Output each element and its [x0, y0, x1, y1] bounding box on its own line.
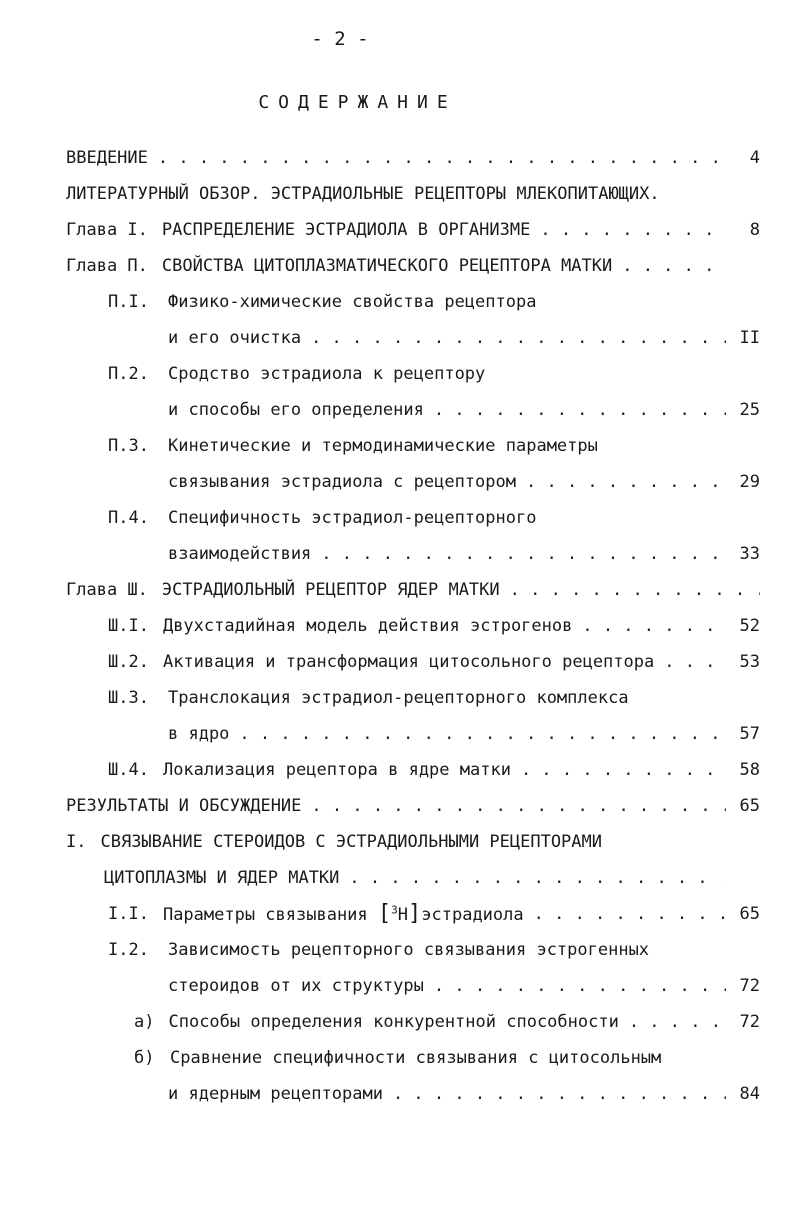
entry-text: СВЯЗЫВАНИЕ СТЕРОИДОВ С ЭСТРАДИОЛЬНЫМИ РЕЦЕПТОРАМИ	[100, 832, 602, 852]
toc-entry	[108, 500, 760, 536]
toc-entry	[108, 896, 760, 932]
entry-text: взаимодействия	[168, 544, 312, 564]
entry-text: ЭСТРАДИОЛЬНЫЙ РЕЦЕПТОР ЯДЕР МАТКИ	[161, 580, 500, 600]
toc-title: СОДЕРЖАНИЕ	[258, 92, 457, 113]
dot-leader	[629, 1012, 726, 1032]
dot-leader	[311, 796, 726, 816]
dot-leader	[321, 544, 726, 564]
entry-number: I.I.	[108, 904, 149, 924]
toc-entry	[108, 752, 760, 788]
bracket-close: ]	[408, 901, 422, 926]
toc-entry	[134, 1040, 760, 1076]
entry-text: Активация и трансформация цитосольного рецептора	[162, 652, 655, 672]
entry-page: 58	[739, 760, 760, 780]
dot-leader	[434, 976, 726, 996]
dot-leader	[311, 328, 726, 348]
isotope-symbol: Н	[397, 905, 409, 925]
toc-entry	[66, 248, 716, 284]
entry-page: 72	[739, 976, 760, 996]
entry-page: 25	[739, 400, 760, 420]
toc-entry	[108, 680, 760, 716]
entry-page: II	[739, 328, 760, 348]
toc-entry	[108, 284, 760, 320]
toc-entry	[108, 356, 760, 392]
entry-number: а)	[134, 1012, 155, 1032]
dot-leader	[434, 400, 726, 420]
toc-entry	[104, 860, 722, 896]
toc-entry	[168, 320, 760, 356]
dot-leader	[526, 472, 726, 492]
dot-leader	[349, 868, 722, 888]
toc-entry	[108, 932, 760, 968]
entry-page: 84	[739, 1084, 760, 1104]
toc-entry	[168, 716, 760, 752]
dot-leader	[158, 148, 726, 168]
entry-text: Локализация рецептора в ядре матки	[162, 760, 511, 780]
toc-entry	[66, 572, 760, 608]
entry-text: Транслокация эстрадиол-рецепторного комплекса	[168, 688, 629, 708]
bracket-open: [	[377, 901, 392, 926]
entry-number: Глава П.	[66, 256, 148, 276]
toc-entry	[168, 1076, 760, 1112]
toc-entry	[168, 392, 760, 428]
toc-entry	[108, 608, 760, 644]
toc-entry	[108, 644, 760, 680]
entry-text: Сродство эстрадиола к рецептору	[168, 364, 486, 384]
entry-text: Способы определения конкурентной способности	[168, 1012, 619, 1032]
entry-text: Двухстадийная модель действия эстрогенов	[162, 616, 573, 636]
entry-text: ЛИТЕРАТУРНЫЙ ОБЗОР. ЭСТРАДИОЛЬНЫЕ РЕЦЕПТОРЫ МЛЕКОПИТАЮЩИХ.	[66, 184, 660, 204]
entry-page: 52	[739, 616, 760, 636]
entry-page: 65	[739, 904, 760, 924]
toc-entry	[66, 176, 760, 212]
entry-page: 53	[739, 652, 760, 672]
toc-entry	[66, 788, 760, 824]
entry-number: Глава I.	[66, 220, 148, 240]
entry-page: 57	[739, 724, 760, 744]
toc-entry	[134, 1004, 760, 1040]
entry-text-pre: Параметры связывания	[162, 905, 378, 925]
entry-text: СВОЙСТВА ЦИТОПЛАЗМАТИЧЕСКОГО РЕЦЕПТОРА МАТКИ	[161, 256, 613, 276]
entry-text: и ядерным рецепторами	[168, 1084, 383, 1104]
entry-number: б)	[134, 1048, 155, 1068]
entry-text: Физико-химические свойства рецептора	[168, 292, 537, 312]
entry-text	[163, 903, 524, 925]
toc-entry	[168, 536, 760, 572]
entry-text: ВВЕДЕНИЕ	[66, 148, 148, 168]
entry-number: П.I.	[108, 292, 149, 312]
entry-number: П.4.	[108, 508, 149, 528]
entry-number: П.3.	[108, 436, 149, 456]
entry-number: Ш.3.	[108, 688, 149, 708]
isotope-mass: 3	[391, 903, 398, 917]
entry-text-post: эстрадиола	[421, 905, 524, 925]
dot-leader	[239, 724, 726, 744]
entry-text: и его очистка	[168, 328, 302, 348]
toc-entry	[108, 428, 760, 464]
entry-page: 8	[749, 220, 760, 240]
toc-entry	[66, 140, 760, 176]
dot-leader	[540, 220, 726, 240]
entry-number: Глава Ш.	[66, 580, 148, 600]
entry-page: 33	[739, 544, 760, 564]
entry-text: Зависимость рецепторного связывания эстрогенных	[168, 940, 650, 960]
entry-number: Ш.4.	[108, 760, 149, 780]
entry-text: Специфичность эстрадиол-рецепторного	[168, 508, 537, 528]
toc-entry	[66, 824, 760, 860]
dot-leader	[664, 652, 726, 672]
toc-entry	[168, 968, 760, 1004]
entry-number: I.	[66, 832, 87, 852]
dot-leader	[393, 1084, 726, 1104]
entry-text: и способы его определения	[168, 400, 424, 420]
entry-text: РАСПРЕДЕЛЕНИЕ ЭСТРАДИОЛА В ОРГАНИЗМЕ	[161, 220, 531, 240]
entry-page: 29	[739, 472, 760, 492]
entry-number: Ш.I.	[108, 616, 149, 636]
entry-number: I.2.	[108, 940, 149, 960]
entry-text: в ядро	[168, 724, 230, 744]
entry-text: связывания эстрадиола с рецептором	[168, 472, 516, 492]
toc-entry	[168, 464, 760, 500]
dot-leader	[510, 580, 760, 600]
entry-page: 4	[749, 148, 760, 168]
dot-leader	[521, 760, 726, 780]
entry-page: 72	[739, 1012, 760, 1032]
entry-number: П.2.	[108, 364, 149, 384]
dot-leader	[582, 616, 726, 636]
entry-text: Кинетические и термодинамические параметры	[168, 436, 598, 456]
toc-entry	[66, 212, 760, 248]
entry-text: РЕЗУЛЬТАТЫ И ОБСУЖДЕНИЕ	[66, 796, 302, 816]
entry-text: стероидов от их структуры	[168, 976, 424, 996]
entry-text: Сравнение специфичности связывания с цитосольным	[170, 1048, 662, 1068]
entry-text: ЦИТОПЛАЗМЫ И ЯДЕР МАТКИ	[104, 868, 340, 888]
dot-leader	[534, 904, 726, 924]
dot-leader	[622, 256, 716, 276]
entry-page: 65	[739, 796, 760, 816]
entry-number: Ш.2.	[108, 652, 149, 672]
page-number: - 2 -	[311, 28, 369, 50]
